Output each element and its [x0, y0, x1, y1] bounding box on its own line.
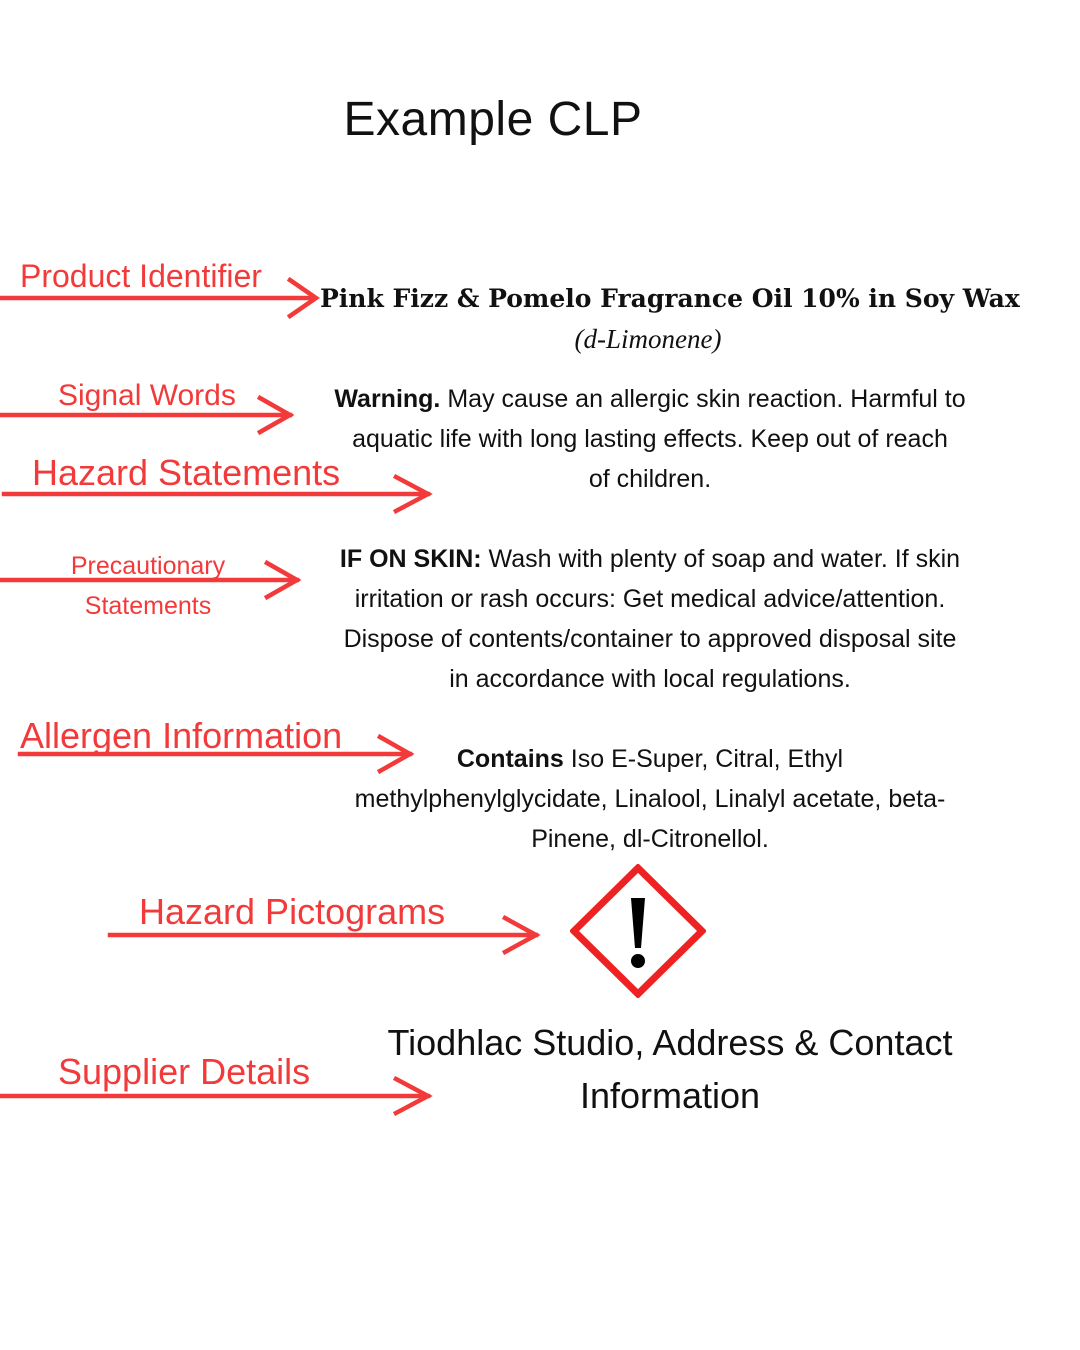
- precaution-bold: IF ON SKIN:: [339, 545, 482, 573]
- supplier-line1: Tiodhlac Studio, Address & Contact: [387, 1022, 953, 1063]
- product-name: Pink Fizz & Pomelo Fragrance Oil 10% in Soy Wax: [320, 284, 1020, 313]
- hazard-statement-block: [290, 379, 1010, 499]
- allergen-line3: Pinene, dl-Citronellol.: [531, 825, 769, 853]
- hazard-text-line2: aquatic life with long lasting effects. Keep out of reach: [352, 425, 948, 453]
- precautionary-statement-block: [290, 539, 1010, 699]
- exclamation-mark-diamond-icon: [570, 864, 706, 998]
- precaution-line4: in accordance with local regulations.: [449, 665, 851, 693]
- label-hazard-pictograms: Hazard Pictograms: [139, 891, 446, 932]
- hazard-text-line3: of children.: [588, 465, 712, 493]
- page-title: Example CLP: [343, 93, 643, 146]
- precaution-line2: irritation or rash occurs: Get medical advice/attention.: [354, 585, 946, 613]
- label-supplier-details: Supplier Details: [58, 1051, 311, 1092]
- label-precautionary-line2: Statements: [84, 592, 212, 620]
- label-product-identifier: Product Identifier: [20, 258, 262, 294]
- supplier-line2: Information: [579, 1075, 761, 1116]
- precaution-line3: Dispose of contents/container to approved disposal site: [343, 625, 957, 653]
- label-allergen-information: Allergen Information: [20, 715, 343, 756]
- supplier-block: [340, 1016, 1000, 1122]
- precaution-line1: Wash with plenty of soap and water. If skin: [481, 545, 961, 573]
- allergen-line1: Iso E-Super, Citral, Ethyl: [563, 745, 844, 773]
- signal-word: Warning.: [334, 385, 441, 413]
- label-precautionary-statements: [0, 546, 296, 626]
- allergen-line2: methylphenylglycidate, Linalool, Linalyl acetate, beta-: [354, 785, 946, 813]
- hazard-text-line1: May cause an allergic skin reaction. Harmful to: [440, 385, 966, 413]
- product-substance: (d-Limonene): [574, 324, 722, 354]
- contains-bold: Contains: [456, 745, 564, 773]
- label-hazard-statements: Hazard Statements: [32, 452, 341, 493]
- allergen-block: [300, 739, 1000, 859]
- label-signal-words: Signal Words: [58, 379, 236, 412]
- label-precautionary-line1: Precautionary: [70, 552, 226, 580]
